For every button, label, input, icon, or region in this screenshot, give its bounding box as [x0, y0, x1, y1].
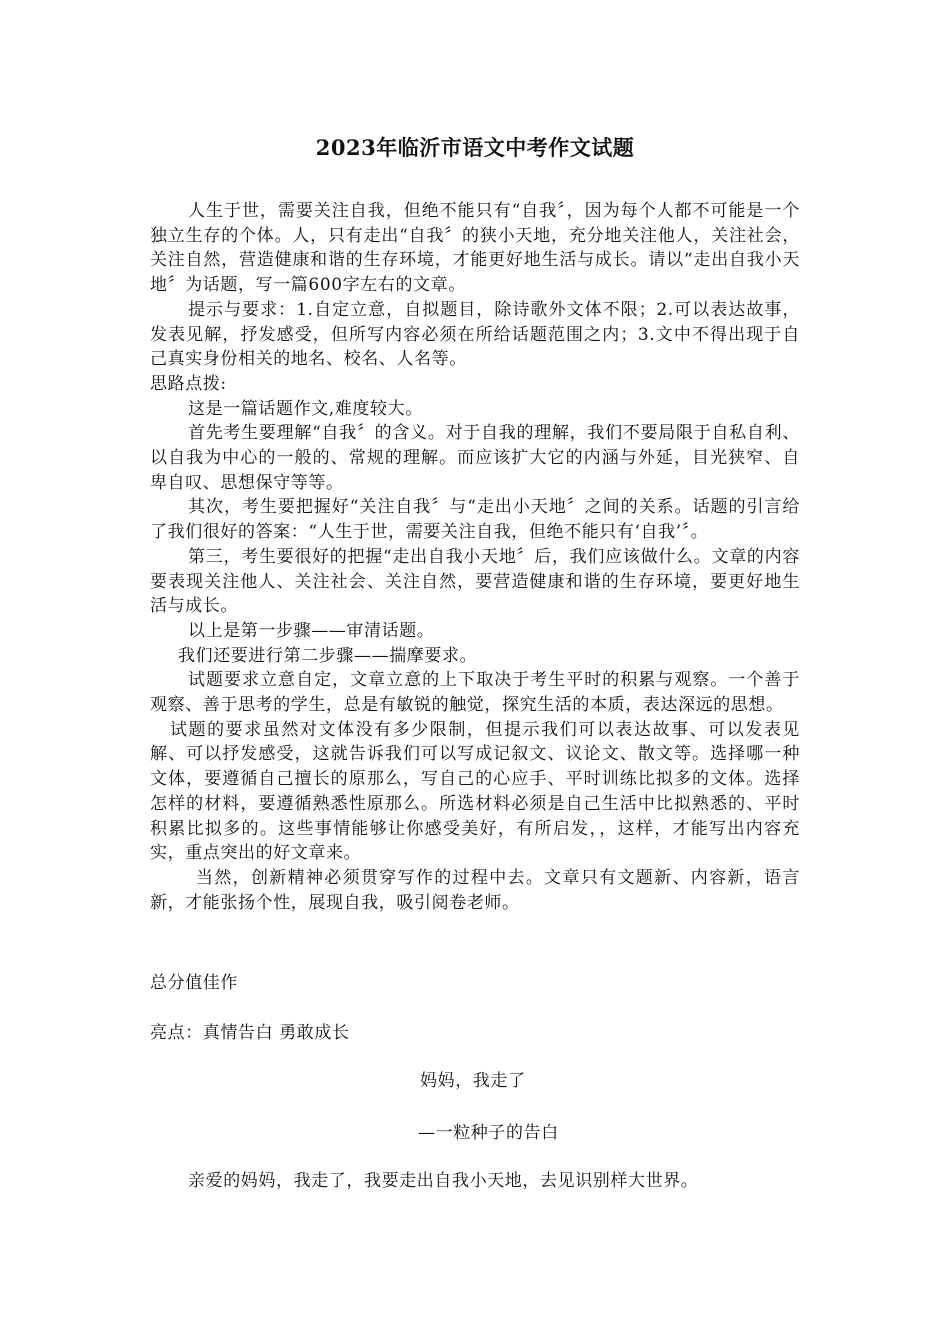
body-paragraph: 首先考生要理解“自我〞的含义。对于自我的理解，我们不要局限于自私自利、以自我为中心的一般的、常规的理解。而应该扩大它的内涵与外延，目光狭窄、自卑自叹、思想保守等等。 [150, 423, 800, 493]
essay-title: 妈妈，我走了 [420, 1071, 526, 1091]
section-heading: 思路点拨: [150, 373, 227, 394]
body-paragraph: 以上是第一步骤——审清话题。 [188, 620, 435, 641]
essay-subtitle: —一粒种子的告白 [418, 1123, 559, 1143]
essay-heading: 总分值佳作 [150, 973, 238, 993]
body-paragraph: 试题要求立意自定，文章立意的上下取决于考生平时的积累与观察。一个善于观察、善于思考的学生，总是有敏锐的触觉，探究生活的本质，表达深远的思想。 [150, 670, 800, 716]
highlight-line: 亮点：真情告白 勇敢成长 [150, 1023, 350, 1043]
requirements-paragraph: 提示与要求：1.自定立意，自拟题目，除诗歌外文体不限；2.可以表达故事，发表见解，抒发感受，但所写内容必须在所给话题范围之内；3.文中不得出现于自己真实身份相关的地名、校名、人名等。 [150, 299, 800, 370]
page-title: 2023年临沂市语文中考作文试题 [315, 135, 635, 160]
body-paragraph: 试题的要求虽然对文体没有多少限制，但提示我们可以表达故事、可以发表见解、可以抒发感受，这就告诉我们可以写成记叙文、议论文、散文等。选择哪一种文体，要遵循自己擅长的原那么，写自己的心应手、平时训练比拟多的文体。选择怎样的材料，要遵循熟悉性原那么。所选材料必须是自己生活中比拟熟悉的、平时积累比拟多的。这些事情能够让你感受美好，有所启发，，这样，才能写出内容充实，重点突出的好文章来。 [150, 719, 800, 864]
prompt-paragraph: 人生于世，需要关注自我，但绝不能只有“自我〞，因为每个人都不可能是一个独立生存的个体。人，只有走出“自我〞的狭小天地，充分地关注他人，关注社会，关注自然，营造健康和谐的生存环境，才能更好地生活与成长。请以“走出自我小天地〞为话题，写一篇600字左右的文章。 [150, 201, 800, 296]
body-paragraph: 我们还要进行第二步骤——揣摩要求。 [178, 645, 478, 666]
document-body [150, 199, 800, 915]
body-paragraph: 第三，考生要很好的把握“走出自我小天地〞后，我们应该做什么。文章的内容要表现关注他人、关注社会、关注自然，要营造健康和谐的生存环境，要更好地生活与成长。 [150, 546, 800, 617]
body-paragraph: 当然，创新精神必须贯穿写作的过程中去。文章只有文题新、内容新，语言新，才能张扬个性，展现自我，吸引阅卷老师。 [150, 867, 800, 913]
essay-first-line: 亲爱的妈妈，我走了，我要走出自我小天地，去见识别样大世界。 [188, 1171, 699, 1191]
body-paragraph: 其次，考生要把握好“关注自我〞与“走出小天地〞之间的关系。话题的引言给了我们很好的答案：“人生于世，需要关注自我，但绝不能只有‘自我’〞。 [150, 497, 800, 543]
body-paragraph: 这是一篇话题作文,难度较大。 [188, 398, 423, 419]
